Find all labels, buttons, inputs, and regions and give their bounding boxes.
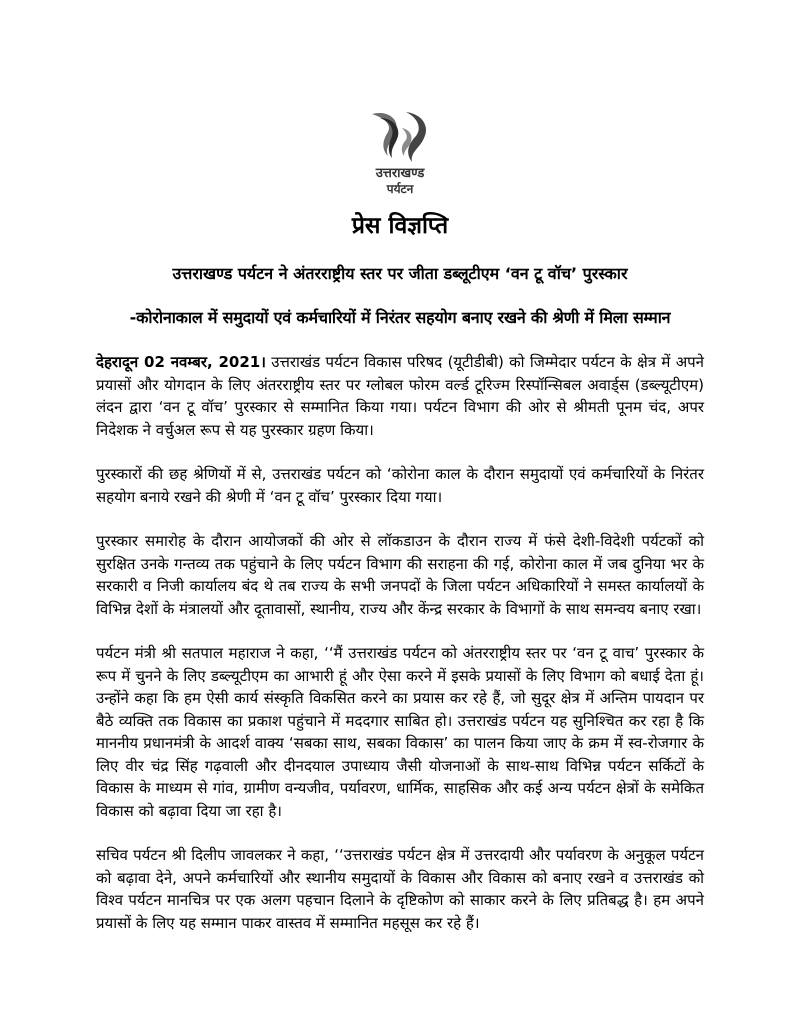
paragraph-2: पुरस्कारों की छह श्रेणियों में से, उत्तराखंड पर्यटन को ‘कोरोना काल के दौरान समुदायों एवं कर्मचारियों के निरंतर सहयोग बनाये रखने की श्रेणी में ‘वन टू वॉच’ पुरस्कार दिया गया। xyxy=(96,465,704,506)
logo-text-tourism: पर्यटन xyxy=(386,182,414,196)
document-title: प्रेस विज्ञप्ति xyxy=(351,213,449,239)
uttarakhand-tourism-logo xyxy=(96,108,704,197)
paragraph-5: सचिव पर्यटन श्री दिलीप जावलकर ने कहा, ‘‘उत्तराखंड पर्यटन क्षेत्र में उत्तरदायी और पर्यावरण के अनुकूल पर्यटन को बढ़ावा देने, अपने कर्मचारियों और स्थानीय समुदायों के विकास और विकास को बनाए रखने व उत्तराखंड को विश्व पर्यटन मानचित्र पर एक अलग पहचान दिलाने के दृष्टिकोण को साकार करने के लिए प्रतिबद्ध है। हम अपने प्रयासों के लिए यह सम्मान पाकर वास्तव में सम्मानित महसूस कर रहे हैं। xyxy=(96,846,704,932)
subheadline: -कोरोनाकाल में समुदायों एवं कर्मचारियों में निरंतर सहयोग बनाए रखने की श्रेणी में मिला सम्मान xyxy=(129,308,671,327)
logo-text-uttarakhand: उत्तराखण्ड xyxy=(375,166,425,181)
paragraph-1 xyxy=(96,351,704,441)
paragraph-4: पर्यटन मंत्री श्री सतपाल महाराज ने कहा, ‘‘मैं उत्तराखंड पर्यटन को अंतरराष्ट्रीय स्तर पर ‘वन टू वाच’ पुरस्कार के रूप में चुनने के लिए डब्ल्यूटीएम का आभारी हूं और ऐसा करने में इसके प्रयासों के लिए विभाग को बधाई देता हूं। उन्होंने कहा कि हम ऐसी कार्य संस्कृति विकसित करने का प्रयास कर रहे हैं, जो सुदूर क्षेत्र में अन्तिम पायदान पर बैठे व्यक्ति तक विकास का प्रकाश पहुंचाने में मददगार साबित हो। उत्तराखंड पर्यटन यह सुनिश्चित कर रहा है कि माननीय प्रधानमंत्री के आदर्श वाक्य ‘सबका साथ, सबका विकास’ का पालन किया जाए के क्रम में स्व-रोजगार के लिए वीर चंद्र सिंह गढ़वाली और दीनदयाल उपाध्याय जैसी योजनाओं के साथ-साथ विभिन्न पर्यटन सर्किटों के विकास के माध्यम से गांव, ग्रामीण वन्यजीव, पर्यावरण, धार्मिक, साहसिक और कई अन्य पर्यटन क्षेत्रों के समेकित विकास को बढ़ावा दिया जा रहा है। xyxy=(96,644,704,820)
paragraph-1-text: उत्तराखंड पर्यटन विकास परिषद (यूटीडीबी) को जिम्मेदार पर्यटन के क्षेत्र में अपने प्रयासों और योगदान के लिए अंतरराष्ट्रीय स्तर पर ग्लोबल फोरम वर्ल्ड टूरिज्म रिस्पॉन्सिबल अवार्ड्स (डब्ल्यूटीएम) लंदन द्वारा ‘वन टू वॉच’ पुरस्कार से सम्मानित किया गया। पर्यटन विभाग की ओर से श्रीमती पूनम चंद, अपर निदेशक ने वर्चुअल रूप से यह पुरस्कार ग्रहण किया। xyxy=(96,353,705,439)
paragraph-3: पुरस्कार समारोह के दौरान आयोजकों की ओर से लॉकडाउन के दौरान राज्य में फंसे देशी-विदेशी पर्यटकों को सुरक्षित उनके गन्तव्य तक पहुंचाने के लिए पर्यटन विभाग की सराहना की गई, कोरोना काल में जब दुनिया भर के सरकारी व निजी कार्यालय बंद थे तब राज्य के सभी जनपदों के जिला पर्यटन अधिकारियों ने समस्त कार्यालयों के विभिन्न देशों के मंत्रालयों और दूतावासों, स्थानीय, राज्य और केंन्द्र सरकार के विभागों के साथ समन्वय बनाए रखा। xyxy=(96,532,704,618)
dateline: देहरादून 02 नवम्बर, 2021। xyxy=(96,353,266,371)
uttarakhand-tourism-swirl-logo-icon xyxy=(366,108,434,164)
headline: उत्तराखण्ड पर्यटन ने अंतरराष्ट्रीय स्तर पर जीता डब्लूटीएम ‘वन टू वॉच’ पुरस्कार xyxy=(172,264,628,283)
